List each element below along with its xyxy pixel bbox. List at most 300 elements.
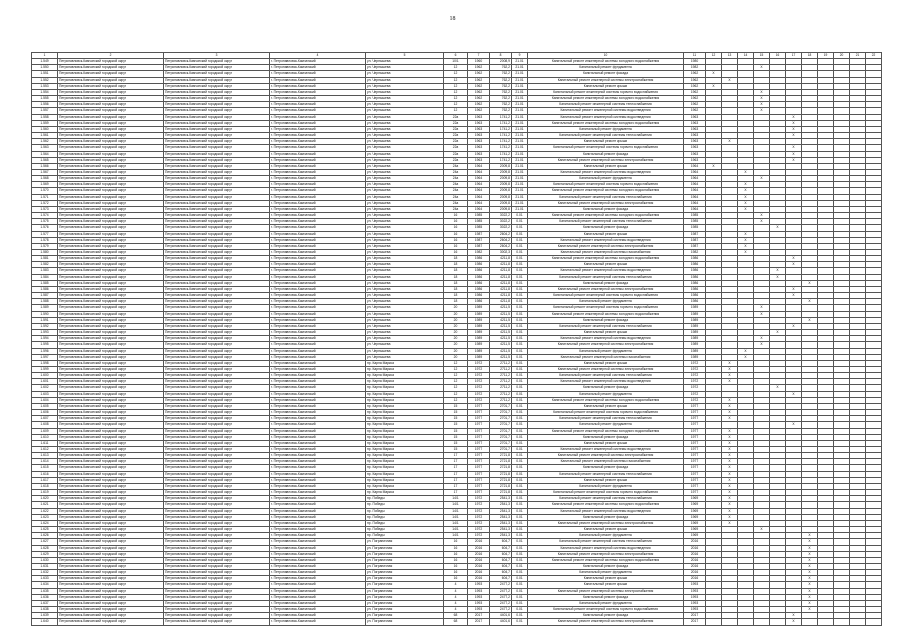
cell-plan-year: 1985 [684,225,706,231]
cell-city: г. Петропавловск-Камчатский [270,508,366,514]
cell-municipality: Петропавловск-Камчатский городской округ [58,434,164,440]
cell-house-number: 20 [444,330,468,336]
cell-code: 21.01 [512,157,528,163]
cell-mark: X [738,169,754,175]
cell-code: 0.01 [512,440,528,446]
cell-work-type: Капитальный ремонт инженерной системы холодного водоснабжения [528,502,684,508]
cell-work-type: Капитальный ремонт инженерной системы горячего водоснабжения [528,490,684,496]
cell-plan-year: 1989 [684,305,706,311]
cell-settlement-municipality: Петропавловск-Камчатский городской округ [164,551,270,557]
cell-code: 0.01 [512,293,528,299]
cell-plan-year: 2016 [684,563,706,569]
cell-area: 2477,2 [490,594,512,600]
cell-house-number: 22а [444,151,468,157]
cell-street: ул. Чернышева [366,342,444,348]
cell-work-type: Капитальный ремонт инженерной системы горячего водоснабжения [528,89,684,95]
cell-mark: X [722,397,738,403]
cell-area: 2477,2 [490,607,512,613]
cell-city: г. Петропавловск-Камчатский [270,280,366,286]
cell-row-number: 1.615 [32,465,58,471]
cell-build-year: 1963 [468,126,490,132]
cell-plan-year: 2016 [684,576,706,582]
cell-build-year: 1972 [468,366,490,372]
cell-mark: X [738,243,754,249]
cell-mark: X [722,502,738,508]
cell-area: 4401,6 [490,619,512,625]
cell-plan-year: 1993 [684,607,706,613]
cell-municipality: Петропавловск-Камчатский городской округ [58,71,164,77]
cell-plan-year: 1964 [684,200,706,206]
cell-street: ул. Чернышева [366,145,444,151]
cell-city: г. Петропавловск-Камчатский [270,502,366,508]
cell-street: пр. Карла Маркса [366,360,444,366]
cell-area: 4211,5 [490,311,512,317]
cell-code: 0.01 [512,225,528,231]
cell-city: г. Петропавловск-Камчатский [270,366,366,372]
cell-settlement-municipality: Петропавловск-Камчатский городской округ [164,268,270,274]
cell-municipality: Петропавловск-Камчатский городской округ [58,102,164,108]
cell-city: г. Петропавловск-Камчатский [270,157,366,163]
cell-build-year: 1977 [468,416,490,422]
cell-city: г. Петропавловск-Камчатский [270,594,366,600]
cell-row-number: 1.598 [32,360,58,366]
cell-municipality: Петропавловск-Камчатский городской округ [58,262,164,268]
cell-build-year: 1989 [468,305,490,311]
cell-build-year: 1972 [468,533,490,539]
cell-area: 3022,2 [490,213,512,219]
cell-street: ул. Чернышева [366,237,444,243]
cell-code: 21.01 [512,77,528,83]
cell-municipality: Петропавловск-Камчатский городской округ [58,176,164,182]
cell-municipality: Петропавловск-Камчатский городской округ [58,133,164,139]
cell-city: г. Петропавловск-Камчатский [270,268,366,274]
cell-house-number: 4 [444,582,468,588]
cell-work-type: Капитальный ремонт инженерной системы холодного водоснабжения [528,428,684,434]
cell-city: г. Петропавловск-Камчатский [270,336,366,342]
cell-municipality: Петропавловск-Камчатский городской округ [58,391,164,397]
cell-settlement-municipality: Петропавловск-Камчатский городской округ [164,422,270,428]
cell-work-type: Капитальный ремонт фасада [528,280,684,286]
cell-settlement-municipality: Петропавловск-Камчатский городской округ [164,379,270,385]
cell-street: ул. Пограничная [366,594,444,600]
cell-row-number: 1.630 [32,557,58,563]
cell-mark [738,619,754,625]
cell-area: 762,2 [490,89,512,95]
cell-street: пр. Победы [366,527,444,533]
cell-work-type: Капитальный ремонт фундамента [528,176,684,182]
cell-house-number: 12 [444,102,468,108]
cell-build-year: 1977 [468,465,490,471]
cell-city: г. Петропавловск-Камчатский [270,151,366,157]
cell-area: 3022,2 [490,219,512,225]
cell-municipality: Петропавловск-Камчатский городской округ [58,477,164,483]
cell-house-number: 12 [444,89,468,95]
cell-settlement-municipality: Петропавловск-Камчатский городской округ [164,83,270,89]
cell-city: г. Петропавловск-Камчатский [270,237,366,243]
cell-build-year: 1977 [468,477,490,483]
cell-plan-year: 1977 [684,490,706,496]
cell-municipality: Петропавловск-Камчатский городской округ [58,317,164,323]
cell-work-type: Капитальный ремонт фасада [528,385,684,391]
cell-city: г. Петропавловск-Камчатский [270,459,366,465]
cell-municipality: Петропавловск-Камчатский городской округ [58,299,164,305]
cell-work-type: Капитальный ремонт фасада [528,514,684,520]
cell-house-number: 12 [444,77,468,83]
cell-city: г. Петропавловск-Камчатский [270,447,366,453]
cell-row-number: 1.590 [32,311,58,317]
cell-municipality: Петропавловск-Камчатский городской округ [58,83,164,89]
column-number: 7 [468,53,490,59]
cell-street: пр. Победы [366,520,444,526]
cell-mark: X [754,176,770,182]
cell-house-number: 17 [444,459,468,465]
cell-area: 762,2 [490,83,512,89]
cell-city: г. Петропавловск-Камчатский [270,539,366,545]
cell-street: пр. Карла Маркса [366,459,444,465]
cell-build-year: 1964 [468,176,490,182]
cell-street: ул. Чернышева [366,108,444,114]
cell-street: ул. Чернышева [366,311,444,317]
cell-municipality: Петропавловск-Камчатский городской округ [58,126,164,132]
cell-build-year: 1977 [468,440,490,446]
cell-city: г. Петропавловск-Камчатский [270,126,366,132]
cell-municipality: Петропавловск-Камчатский городской округ [58,169,164,175]
cell-settlement-municipality: Петропавловск-Камчатский городской округ [164,502,270,508]
cell-municipality: Петропавловск-Камчатский городской округ [58,465,164,471]
cell-city: г. Петропавловск-Камчатский [270,434,366,440]
cell-build-year: 2016 [468,563,490,569]
cell-city: г. Петропавловск-Камчатский [270,71,366,77]
cell-code: 0.01 [512,527,528,533]
cell-area: 2711,2 [490,360,512,366]
cell-house-number: 16 [444,557,468,563]
cell-house-number: 16 [444,237,468,243]
cell-mark: X [722,416,738,422]
cell-code: 0.01 [512,533,528,539]
cell-city: г. Петропавловск-Камчатский [270,225,366,231]
cell-city: г. Петропавловск-Камчатский [270,570,366,576]
cell-mark: X [722,508,738,514]
cell-house-number: 22а [444,120,468,126]
cell-street: ул. Пограничная [366,557,444,563]
cell-plan-year: 2016 [684,570,706,576]
cell-work-type: Капитальный ремонт инженерной системы холодного водоснабжения [528,120,684,126]
cell-plan-year: 2017 [684,619,706,625]
cell-mark: X [802,588,818,594]
cell-row-number: 1.575 [32,219,58,225]
cell-street: ул. Пограничная [366,600,444,606]
cell-area: 2541,3 [490,527,512,533]
cell-build-year: 1963 [468,145,490,151]
cell-plan-year: 1986 [684,262,706,268]
cell-area: 3022,2 [490,225,512,231]
cell-settlement-municipality: Петропавловск-Камчатский городской округ [164,323,270,329]
cell-city: г. Петропавловск-Камчатский [270,600,366,606]
cell-city: г. Петропавловск-Камчатский [270,607,366,613]
cell-street: ул. Чернышева [366,139,444,145]
cell-municipality: Петропавловск-Камчатский городской округ [58,305,164,311]
cell-settlement-municipality: Петропавловск-Камчатский городской округ [164,299,270,305]
cell-build-year: 1985 [468,225,490,231]
cell-code: 21.01 [512,194,528,200]
cell-mark: X [786,157,802,163]
cell-plan-year: 1977 [684,471,706,477]
column-number: 19 [818,53,834,59]
cell-code: 21.01 [512,188,528,194]
cell-street: ул. Чернышева [366,169,444,175]
cell-work-type: Капитальный ремонт фундамента [528,299,684,305]
cell-row-number: 1.565 [32,157,58,163]
cell-code: 21.01 [512,102,528,108]
cell-work-type: Капитальный ремонт инженерной системы горячего водоснабжения [528,145,684,151]
cell-area: 2721,8 [490,459,512,465]
cell-street: пр. Карла Маркса [366,373,444,379]
cell-work-type: Капитальный ремонт инженерной системы электроснабжения [528,453,684,459]
cell-settlement-municipality: Петропавловск-Камчатский городской округ [164,588,270,594]
cell-street: пр. Карла Маркса [366,447,444,453]
cell-house-number: 20 [444,323,468,329]
cell-street: ул. Чернышева [366,133,444,139]
cell-settlement-municipality: Петропавловск-Камчатский городской округ [164,120,270,126]
cell-settlement-municipality: Петропавловск-Камчатский городской округ [164,557,270,563]
cell-plan-year: 1989 [684,330,706,336]
cell-code: 0.01 [512,385,528,391]
cell-city: г. Петропавловск-Камчатский [270,213,366,219]
cell-settlement-municipality: Петропавловск-Камчатский городской округ [164,373,270,379]
cell-settlement-municipality: Петропавловск-Камчатский городской округ [164,366,270,372]
cell-build-year: 1989 [468,317,490,323]
cell-settlement-municipality: Петропавловск-Камчатский городской округ [164,360,270,366]
cell-row-number: 1.620 [32,496,58,502]
cell-settlement-municipality: Петропавловск-Камчатский городской округ [164,459,270,465]
cell-build-year: 1987 [468,243,490,249]
cell-build-year: 1993 [468,607,490,613]
cell-mark: X [786,422,802,428]
cell-mark: X [722,434,738,440]
cell-settlement-municipality: Петропавловск-Камчатский городской округ [164,286,270,292]
cell-plan-year: 1962 [684,71,706,77]
cell-city: г. Петропавловск-Камчатский [270,188,366,194]
cell-city: г. Петропавловск-Камчатский [270,348,366,354]
column-number: 1 [32,53,58,59]
cell-plan-year: 1964 [684,188,706,194]
cell-city: г. Петропавловск-Камчатский [270,243,366,249]
cell-mark: X [802,533,818,539]
cell-mark: X [722,453,738,459]
cell-municipality: Петропавловск-Камчатский городской округ [58,194,164,200]
cell-mark [754,619,770,625]
cell-city: г. Петропавловск-Камчатский [270,483,366,489]
cell-build-year: 1964 [468,163,490,169]
cell-municipality: Петропавловск-Камчатский городской округ [58,120,164,126]
cell-city: г. Петропавловск-Камчатский [270,293,366,299]
cell-work-type: Капитальный ремонт фундамента [528,126,684,132]
cell-settlement-municipality: Петропавловск-Камчатский городской округ [164,576,270,582]
cell-work-type: Капитальный ремонт инженерной системы холодного водоснабжения [528,188,684,194]
cell-city: г. Петропавловск-Камчатский [270,65,366,71]
cell-build-year: 2016 [468,576,490,582]
cell-area: 2701,7 [490,422,512,428]
cell-area: 2604,2 [490,243,512,249]
cell-plan-year: 1963 [684,139,706,145]
cell-plan-year: 1987 [684,237,706,243]
cell-settlement-municipality: Петропавловск-Камчатский городской округ [164,114,270,120]
cell-city: г. Петропавловск-Камчатский [270,163,366,169]
cell-row-number: 1.619 [32,490,58,496]
cell-plan-year: 1963 [684,151,706,157]
cell-mark: X [722,465,738,471]
cell-street: пр. Карла Маркса [366,471,444,477]
cell-area: 4211,8 [490,256,512,262]
cell-house-number: 16 [444,219,468,225]
cell-plan-year: 1977 [684,422,706,428]
cell-plan-year: 1986 [684,268,706,274]
cell-row-number: 1.561 [32,133,58,139]
cell-house-number: 16 [444,551,468,557]
cell-settlement-municipality: Петропавловск-Камчатский городской округ [164,570,270,576]
cell-area: 2009,8 [490,182,512,188]
cell-settlement-municipality: Петропавловск-Камчатский городской округ [164,545,270,551]
cell-code: 21.01 [512,163,528,169]
cell-mark: X [706,71,722,77]
cell-code: 21.01 [512,206,528,212]
cell-build-year: 1972 [468,379,490,385]
cell-settlement-municipality: Петропавловск-Камчатский городской округ [164,71,270,77]
column-number: 10 [528,53,684,59]
cell-row-number: 1.597 [32,354,58,360]
cell-street: ул. Пограничная [366,570,444,576]
cell-work-type: Капитальный ремонт инженерной системы горячего водоснабжения [528,607,684,613]
cell-street: ул. Чернышева [366,157,444,163]
cell-work-type: Капитальный ремонт крыши [528,330,684,336]
cell-settlement-municipality: Петропавловск-Камчатский городской округ [164,102,270,108]
cell-house-number: 12 [444,108,468,114]
cell-street: пр. Карла Маркса [366,366,444,372]
column-number: 13 [722,53,738,59]
cell-municipality: Петропавловск-Камчатский городской округ [58,471,164,477]
cell-street: ул. Пограничная [366,607,444,613]
cell-row-number: 1.581 [32,256,58,262]
cell-row-number: 1.554 [32,89,58,95]
cell-area: 762,2 [490,108,512,114]
cell-plan-year: 1985 [684,219,706,225]
cell-city: г. Петропавловск-Камчатский [270,262,366,268]
cell-municipality: Петропавловск-Камчатский городской округ [58,428,164,434]
cell-house-number: 18 [444,299,468,305]
cell-municipality: Петропавловск-Камчатский городской округ [58,65,164,71]
cell-code: 21.01 [512,182,528,188]
cell-row-number: 1.604 [32,397,58,403]
cell-area: 2009,8 [490,206,512,212]
cell-municipality: Петропавловск-Камчатский городской округ [58,157,164,163]
cell-street: пр. Карла Маркса [366,440,444,446]
cell-plan-year: 1977 [684,440,706,446]
cell-row-number: 1.629 [32,551,58,557]
cell-municipality: Петропавловск-Камчатский городской округ [58,213,164,219]
cell-row-number: 1.582 [32,262,58,268]
cell-mark: X [722,471,738,477]
cell-mark: X [722,496,738,502]
cell-house-number: 16 [444,570,468,576]
cell-row-number: 1.612 [32,447,58,453]
cell-code: 0.01 [512,520,528,526]
cell-plan-year: 1964 [684,169,706,175]
cell-street: пр. Победы [366,502,444,508]
cell-plan-year: 1985 [684,213,706,219]
cell-area: 1741,2 [490,126,512,132]
cell-area: 2541,3 [490,520,512,526]
cell-area: 2711,2 [490,397,512,403]
cell-municipality: Петропавловск-Камчатский городской округ [58,151,164,157]
cell-settlement-municipality: Петропавловск-Камчатский городской округ [164,65,270,71]
cell-city: г. Петропавловск-Камчатский [270,453,366,459]
cell-work-type: Капитальный ремонт крыши [528,139,684,145]
cell-row-number: 1.625 [32,527,58,533]
cell-municipality: Петропавловск-Камчатский городской округ [58,551,164,557]
cell-area: 4211,8 [490,268,512,274]
cell-area: 4211,5 [490,305,512,311]
cell-build-year: 1963 [468,139,490,145]
cell-municipality: Петропавловск-Камчатский городской округ [58,533,164,539]
cell-settlement-municipality: Петропавловск-Камчатский городской округ [164,89,270,95]
cell-mark: X [786,145,802,151]
cell-municipality: Петропавловск-Камчатский городской округ [58,77,164,83]
cell-area: 2541,3 [490,533,512,539]
cell-area: 2711,2 [490,373,512,379]
cell-street: пр. Карла Маркса [366,379,444,385]
cell-settlement-municipality: Петропавловск-Камчатский городской округ [164,206,270,212]
cell-street: ул. Пограничная [366,619,444,625]
cell-work-type: Капитальный ремонт инженерной системы водоотведения [528,379,684,385]
cell-mark: X [706,83,722,89]
cell-street: ул. Чернышева [366,274,444,280]
cell-row-number: 1.634 [32,582,58,588]
cell-row-number: 1.576 [32,225,58,231]
cell-empty [834,619,850,625]
cell-build-year: 2017 [468,613,490,619]
column-number: 2 [58,53,164,59]
cell-city: г. Петропавловск-Камчатский [270,557,366,563]
cell-settlement-municipality: Петропавловск-Камчатский городской округ [164,391,270,397]
cell-row-number: 1.637 [32,600,58,606]
cell-code: 0.01 [512,613,528,619]
cell-plan-year: 1964 [684,176,706,182]
cell-build-year: 1993 [468,582,490,588]
cell-area: 4211,8 [490,286,512,292]
cell-city: г. Петропавловск-Камчатский [270,514,366,520]
cell-row-number: 1.555 [32,96,58,102]
cell-area: 2721,8 [490,483,512,489]
cell-settlement-municipality: Петропавловск-Камчатский городской округ [164,151,270,157]
cell-city: г. Петропавловск-Камчатский [270,410,366,416]
cell-mark: X [786,126,802,132]
cell-street: пр. Карла Маркса [366,428,444,434]
cell-mark: X [722,77,738,83]
cell-code: 21.01 [512,145,528,151]
cell-plan-year: 1963 [684,133,706,139]
cell-settlement-municipality: Петропавловск-Камчатский городской округ [164,348,270,354]
cell-street: ул. Чернышева [366,77,444,83]
cell-street: ул. Пограничная [366,539,444,545]
cell-house-number: 14/1 [444,527,468,533]
cell-mark: X [722,366,738,372]
cell-settlement-municipality: Петропавловск-Камчатский городской округ [164,237,270,243]
cell-house-number: 18 [444,268,468,274]
cell-street: ул. Чернышева [366,219,444,225]
cell-build-year: 1987 [468,237,490,243]
cell-row-number: 1.624 [32,520,58,526]
cell-plan-year: 1989 [684,336,706,342]
